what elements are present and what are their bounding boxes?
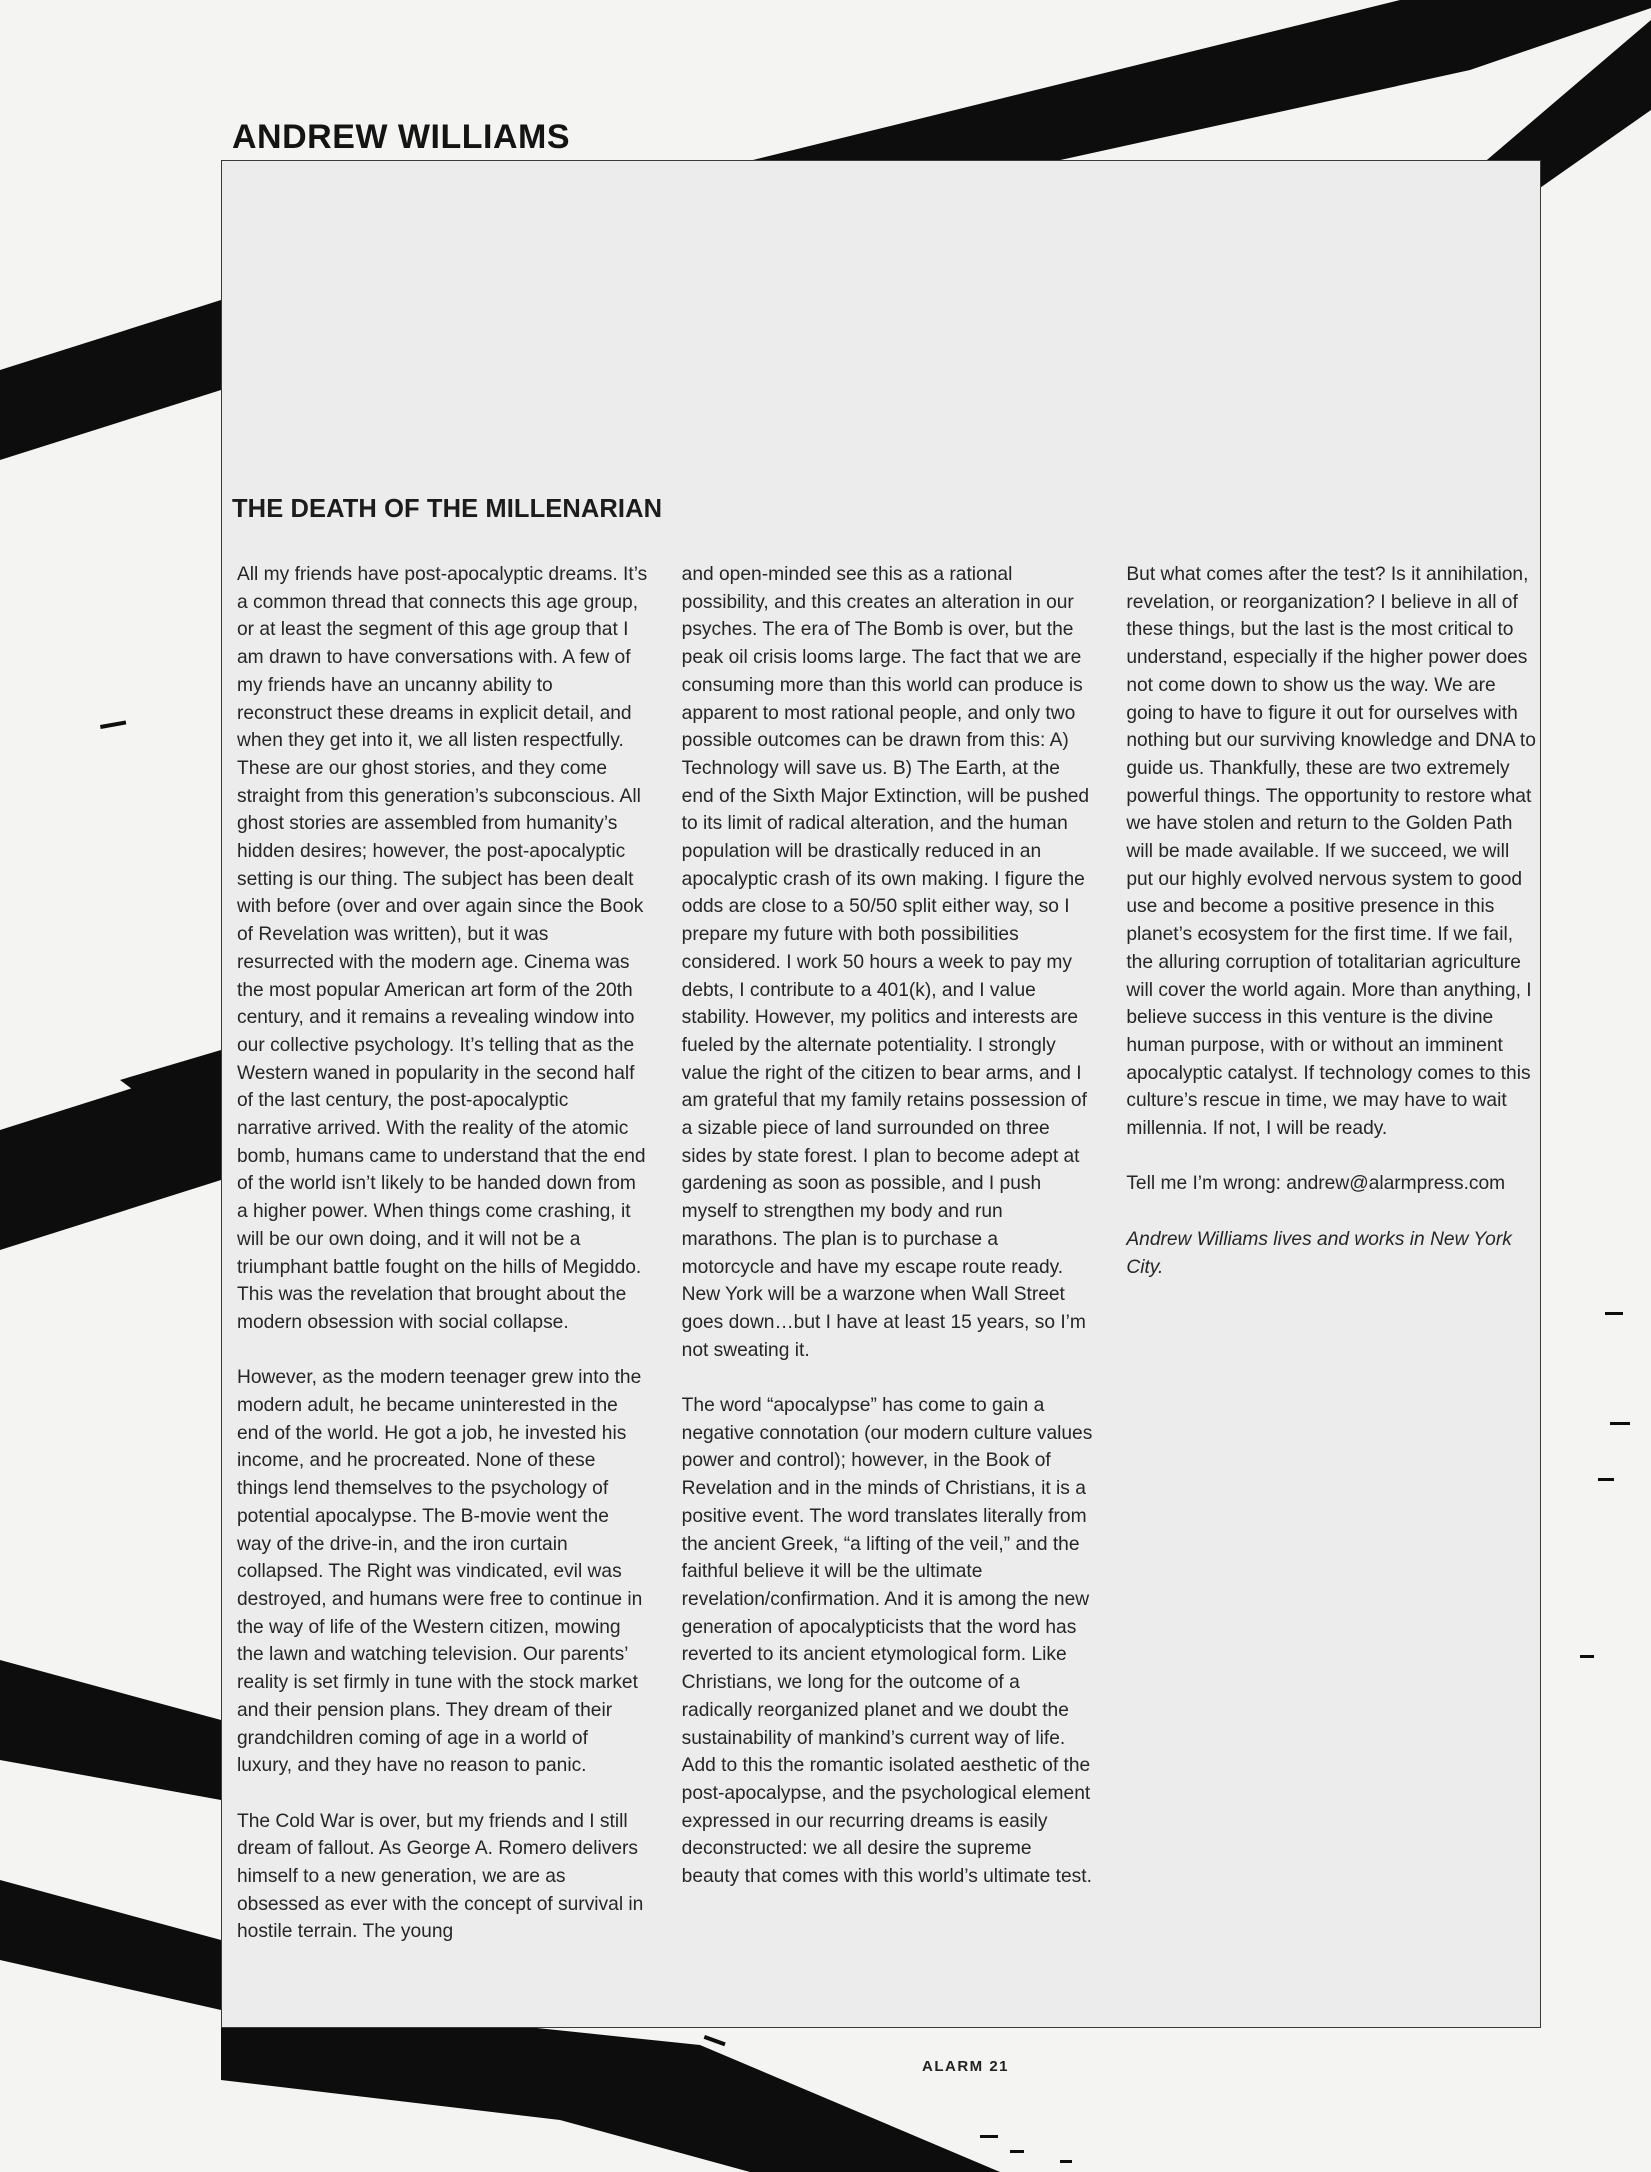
- dash-mark: [704, 2035, 726, 2046]
- text-column-1: [237, 561, 648, 1974]
- dash-mark: [980, 2135, 998, 2138]
- dash-mark: [1605, 1312, 1623, 1315]
- body-paragraph: However, as the modern teenager grew into the modern adult, he became uninterested in the end of the world. He got a job, he invested his income, and he procreated. None of these things lend themselves to the psychology of potential apocalypse. The B-movie went the way of the drive-in, and the iron curtain collapsed. The Right was vindicated, evil was destroyed, and humans were free to continue in the way of life of the Western citizen, mowing the lawn and watching television. Our parents’ reality is set firmly in tune with the stock market and their pension plans. They dream of their grandchildren coming of age in a world of luxury, and they have no reason to panic.: [237, 1367, 643, 1777]
- article-panel: [221, 160, 1541, 2028]
- dash-mark: [1598, 1478, 1614, 1481]
- dash-mark: [1610, 1422, 1630, 1425]
- page-folio: ALARM 21: [922, 2058, 1010, 2075]
- author-bio: Andrew Williams lives and works in New York City.: [1126, 1228, 1512, 1278]
- byline: ANDREW WILLIAMS: [232, 118, 576, 157]
- brush-stroke-left-lower: [0, 1660, 221, 1800]
- article-columns: [237, 561, 1537, 1974]
- brush-stroke-left-middle: [0, 1060, 221, 1250]
- brush-stroke-bottom-left: [0, 1880, 221, 2010]
- dash-mark: [1010, 2150, 1024, 2153]
- dash-mark: [170, 1766, 184, 1769]
- body-paragraph: The Cold War is over, but my friends and I still dream of fallout. As George A. Romero delivers himself to a new generation, we are as obsessed as ever with the concept of survival in hostile terrain. The young: [237, 1810, 644, 1943]
- brush-stroke-left-upper: [0, 300, 221, 460]
- text-column-3: [1126, 561, 1537, 1974]
- dash-mark: [1060, 2160, 1072, 2163]
- dash-mark: [1580, 1655, 1594, 1658]
- body-paragraph: But what comes after the test? Is it annihilation, revelation, or reorganization? I believe in all of these things, but the last is the most critical to understand, especially if the higher power does not come down to show us the way. We are going to have to figure it out for ourselves with nothing but our surviving knowledge and DNA to guide us. Thankfully, these are two extremely powerful things. The opportunity to restore what we have stolen and return to the Golden Path will be made available. If we succeed, we will put our highly evolved nervous system to good use and become a positive presence in this planet’s ecosystem for the first time. If we fail, the alluring corruption of totalitarian agriculture will cover the world again. More than anything, I believe success in this venture is the divine human purpose, with or without an imminent apocalyptic catalyst. If technology comes to this culture’s rescue in time, we may have to wait millennia. If not, I will be ready.: [1126, 564, 1536, 1140]
- dash-mark: [100, 720, 126, 728]
- article-headline: THE DEATH OF THE MILLENARIAN: [232, 495, 663, 523]
- body-paragraph: All my friends have post-apocalyptic dreams. It’s a common thread that connects this age group, or at least the segment of this age group that I am drawn to have conversations with. A few of my friends have an uncanny ability to reconstruct these dreams in explicit detail, and when they get into it, we all listen respectfully. These are our ghost stories, and they come straight from this generation’s subconscious. All ghost stories are assembled from humanity’s hidden desires; however, the post-apocalyptic setting is our thing. The subject has been dealt with before (over and over again since the Book of Revelation was written), but it was resurrected with the modern age. Cinema was the most popular American art form of the 20th century, and it remains a revealing window into our collective psychology. It’s telling that as the Western waned in popularity in the second half of the last century, the post-apocalyptic narrative arrived. With the reality of the atomic bomb, humans came to understand that the end of the world isn’t likely to be handed down from a higher power. When things come crashing, it will be our own doing, and it will not be a triumphant battle fought on the hills of Megiddo. This was the revelation that brought about the modern obsession with social collapse.: [237, 564, 648, 1333]
- body-paragraph: and open-minded see this as a rational possibility, and this creates an alteration in our psyches. The era of The Bomb is over, but the peak oil crisis looms large. The fact that we are consuming more than this world can produce is apparent to most rational people, and only two possible outcomes can be drawn from this: A) Technology will save us. B) The Earth, at the end of the Sixth Major Extinction, will be pushed to its limit of radical alteration, and the human population will be drastically reduced in an apocalyptic crash of its own making. I figure the odds are close to a 50/50 split either way, so I prepare my future with both possibilities considered. I work 50 hours a week to pay my debts, I contribute to a 401(k), and I value stability. However, my politics and interests are fueled by the alternate potentiality. I strongly value the right of the citizen to bear arms, and I am grateful that my family retains possession of a sizable piece of land surrounded on three sides by state forest. I plan to become adept at gardening as soon as possible, and I push myself to strengthen my body and run marathons. The plan is to purchase a motorcycle and have my escape route ready. New York will be a warzone when Wall Street goes down…but I have at least 15 years, so I’m not sweating it.: [681, 564, 1090, 1361]
- text-column-2: [682, 561, 1093, 1974]
- body-paragraph: The word “apocalypse” has come to gain a negative connotation (our modern culture values power and control); however, in the Book of Revelation and in the minds of Christians, it is a positive event. The word translates literally from the ancient Greek, “a lifting of the veil,” and the faithful believe it will be the ultimate revelation/confirmation. And it is among the new generation of apocalypticists that the word has reverted to its ancient etymological form. Like Christians, we long for the outcome of a radically reorganized planet and we doubt the sustainability of mankind’s current way of life. Add to this the romantic isolated aesthetic of the post-apocalypse, and the psychological element expressed in our recurring dreams is easily deconstructed: we all desire the supreme beauty that comes with this world’s ultimate test.: [681, 1395, 1093, 1888]
- contact-line: Tell me I’m wrong: andrew@alarmpress.com: [1126, 1173, 1506, 1195]
